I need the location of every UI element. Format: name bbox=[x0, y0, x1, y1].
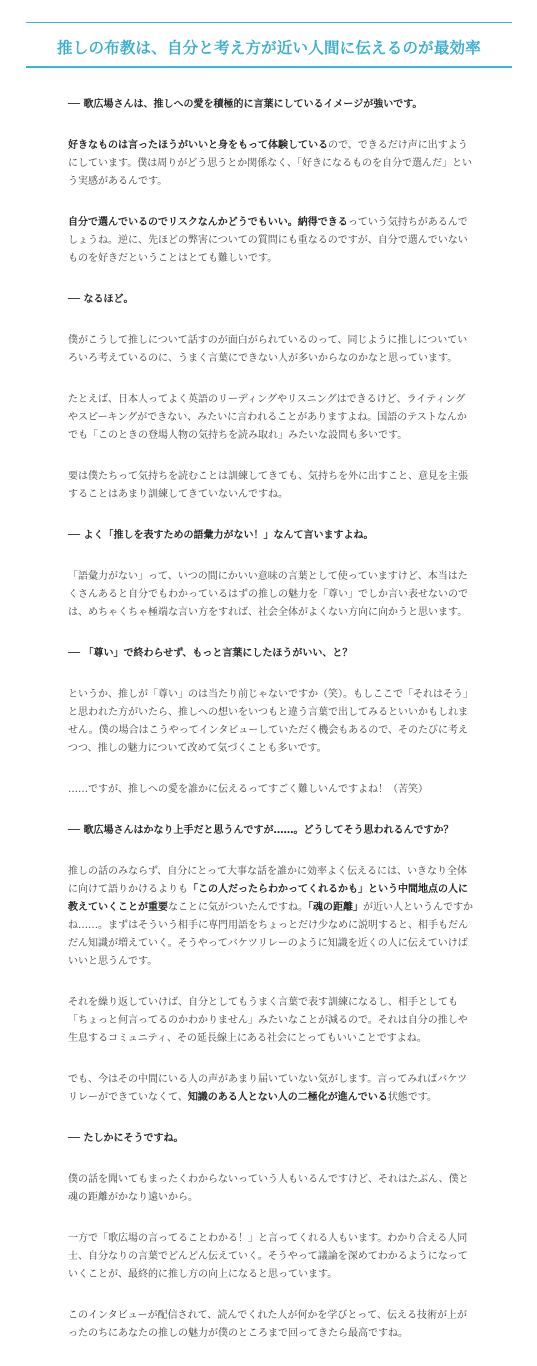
section-heading-box bbox=[26, 22, 512, 68]
answer-paragraph bbox=[68, 332, 473, 368]
section-heading: 推しの布教は、自分と考え方が近い人間に伝えるのが最効率 bbox=[57, 39, 481, 57]
body-text: 状態です。 bbox=[387, 1092, 438, 1103]
body-text: それを繰り返していけば、自分としてもうまく言葉で表す訓練になるし、相手としても「ちょっと何言ってるのかわかりません」みたいなことが減るので。それは自分の推しや生息するコミュニティ、その延長線上にある社会にとってもいいことですよね。 bbox=[68, 997, 468, 1044]
body-text: このインタビューが配信されて、読んでくれた人が何かを学びとって、伝える技術が上がったのちにあなたの推しの魅力が僕のところまで回ってきたら最高ですね。 bbox=[68, 1310, 467, 1339]
interview-question: ── たしかにそうですね。 bbox=[68, 1133, 184, 1144]
answer-paragraph bbox=[68, 1071, 473, 1107]
body-text: 推しの話のみならず、自分にとって大事な話を誰かに効率よく伝えるには、いきなり全体に向けて語りかけるよりも bbox=[68, 866, 467, 895]
interview-question: ── よく「推しを表すための語彙力がない！」なんて言いますよね。 bbox=[68, 530, 374, 541]
emphasis-text: 好きなものは言ったほうがいいと身をもって体験している bbox=[68, 140, 328, 151]
answer-paragraph bbox=[68, 686, 473, 758]
body-text: なことに気がついたんですね。 bbox=[168, 902, 308, 913]
body-text: ので、できるだけ声に出すようにしています。僕は周りがどう思うとか関係なく、「好きになるものを自分で選んだ」という実感があるんです。 bbox=[68, 140, 472, 187]
emphasis-text: 「この人だったらわかってくれるかも」という中間地点の人に教えていくことが重要 bbox=[68, 884, 468, 913]
emphasis-text: 自分で選んでいるのでリスクなんかどうでもいい。納得できる bbox=[68, 217, 348, 228]
interview-question: ── 歌広場さんは、推しへの愛を積極的に言葉にしているイメージが強いです。 bbox=[68, 99, 423, 110]
body-text: 僕がこうして推しについて話すのが面白がられているのって、同じように推しについていろいろ考えているのに、うまく言葉にできない人が多いからなのかなと思っています。 bbox=[68, 335, 468, 364]
answer-paragraph bbox=[68, 391, 473, 445]
body-text: 僕の話を聞いてもまったくわからないっていう人もいるんですけど、それはたぶん、僕と魂の距離がかなり遠いから。 bbox=[68, 1174, 469, 1203]
answer-paragraph bbox=[68, 468, 473, 504]
answer-paragraph bbox=[68, 863, 473, 971]
answer-paragraph bbox=[68, 1230, 473, 1284]
body-text: でも、今はその中間にいる人の声があまり届いていない気がします。言ってみればバケツリレーができていなくて、 bbox=[68, 1074, 468, 1103]
article-body bbox=[68, 96, 473, 1366]
emphasis-text: 知識のある人とない人の二極化が進んでいる bbox=[187, 1092, 388, 1103]
body-text: たとえば、日本人ってよく英語のリーディングやリスニングはできるけど、ライティングやスピーキングができない、みたいに言われることがありますよね。国語のテストなんかでも「このときの登場人物の気持ちを読み取れ」みたいな設問も多いです。 bbox=[68, 394, 467, 441]
answer-paragraph bbox=[68, 1171, 473, 1207]
body-text: というか、推しが「尊い」のは当たり前じゃないですか（笑）。もしここで「それはそう」と思われた方がいたら、推しへの想いをいつもと違う言葉で出してみるといいかもしれません。僕の場合はこうやってインタビューしていただく機会もあるので、そのたびに考えつつ、推しの魅力について改めて気づくことも多いです。 bbox=[68, 689, 473, 754]
body-text: 「語彙力がない」って、いつの間にかいい意味の言葉として使っていますけど、本当はたくさんあると自分でもわかっているはずの推しの魅力を「尊い」でしか言い表せないのでは、めちゃくちゃ極端な言い方をすれば、社会全体がよくない方向に向かうと思います。 bbox=[68, 571, 468, 618]
answer-paragraph bbox=[68, 781, 473, 799]
answer-paragraph bbox=[68, 994, 473, 1048]
answer-paragraph bbox=[68, 568, 473, 622]
body-text: っていう気持ちがあるんでしょうね。逆に、先ほどの弊害についての質問にも重なるのですが、自分で選んでいないものを好きだということはとても難しいです。 bbox=[68, 217, 468, 264]
answer-paragraph bbox=[68, 214, 473, 268]
interview-question: ── 歌広場さんはかなり上手だと思うんですが……。どうしてそう思われるんですか？ bbox=[68, 825, 454, 836]
body-text: 一方で「歌広場の言ってることわかる！」と言ってくれる人もいます。わかり合える人同士、自分なりの言葉でどんどん伝えていく。そうやって議論を深めてわかるようになっていくことが、最終的に推し方の向上になると思っています。 bbox=[68, 1233, 468, 1280]
answer-paragraph bbox=[68, 1307, 473, 1343]
body-text: 要は僕たちって気持ちを読むことは訓練してきても、気持ちを外に出すこと、意見を主張することはあまり訓練してきていないんですね。 bbox=[68, 471, 468, 500]
interview-question: ── なるほど。 bbox=[68, 294, 134, 305]
answer-paragraph bbox=[68, 137, 473, 191]
body-text: ……ですが、推しへの愛を誰かに伝えるってすごく難しいんですよね！（苦笑） bbox=[68, 784, 428, 795]
body-text: が近い人というんですかね……。まずはそういう相手に専門用語をちょっとだけ少なめに説明すると、相手もだんだん知識が増えていく。そうやってバケツリレーのように知識を近くの人に伝えていけばいいと思うんです。 bbox=[68, 902, 473, 967]
emphasis-text: 「魂の距離」 bbox=[308, 902, 363, 913]
interview-question: ── 「尊い」で終わらせず、もっと言葉にしたほうがいい、と？ bbox=[68, 648, 353, 659]
